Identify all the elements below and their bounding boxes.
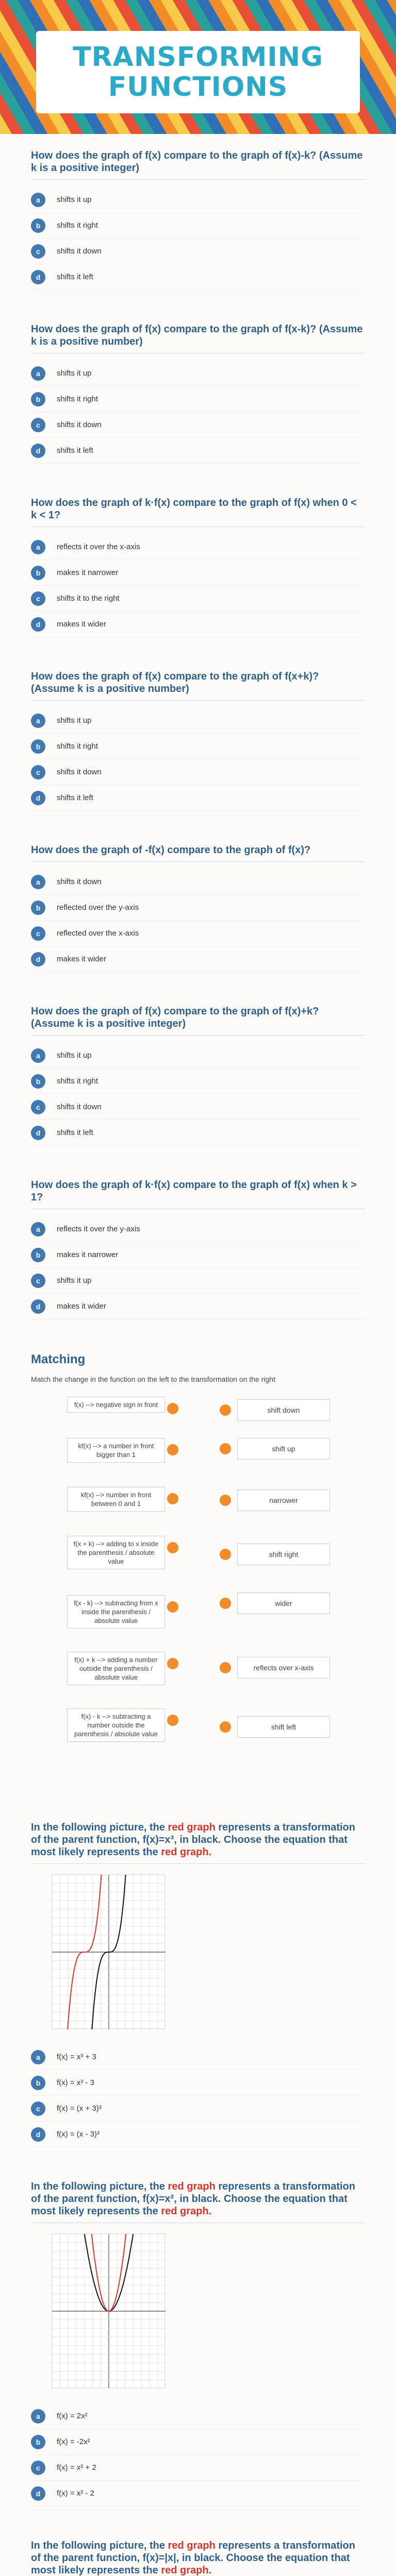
title-red-text: red graph	[168, 2540, 216, 2551]
option-letter: c	[31, 926, 45, 941]
question-title: How does the graph of -f(x) compare to the graph of f(x)?	[31, 844, 365, 862]
answer-option[interactable]	[31, 708, 365, 734]
answer-option[interactable]	[31, 2481, 365, 2506]
option-letter: d	[31, 2127, 45, 2142]
question-title: How does the graph of k·f(x) compare to the graph of f(x) when 0 < k < 1?	[31, 497, 365, 527]
match-right-item[interactable]: shift left	[237, 1716, 330, 1738]
match-left-item[interactable]: f(x + k) --> adding to x inside the parenthesis / absolute value	[67, 1536, 165, 1569]
option-text: makes it narrower	[57, 568, 119, 577]
match-connector-dot[interactable]	[167, 1658, 178, 1669]
title-text: represents a transformation of the parent function, f(x)=x³, in black. Choose the equation that most likely represents the	[31, 1822, 355, 1858]
answer-option[interactable]	[31, 239, 365, 264]
option-text: shifts it left	[57, 793, 93, 802]
answer-option[interactable]	[31, 2070, 365, 2096]
title-red-text: red graph.	[161, 2565, 212, 2576]
option-letter: c	[31, 2461, 45, 2475]
option-text: f(x) = x² - 2	[57, 2489, 94, 2498]
option-letter: c	[31, 244, 45, 259]
answer-option[interactable]	[31, 586, 365, 612]
title-text: In the following picture, the	[31, 2540, 168, 2551]
option-letter: d	[31, 791, 45, 805]
option-letter: a	[31, 714, 45, 728]
match-connector-dot[interactable]	[167, 1444, 178, 1455]
answer-option[interactable]	[31, 1094, 365, 1120]
option-text: reflects it over the y-axis	[57, 1225, 140, 1233]
graph-question	[31, 2539, 365, 2576]
option-letter: a	[31, 1048, 45, 1063]
question	[31, 670, 365, 811]
answer-option[interactable]	[31, 895, 365, 921]
option-text: f(x) = (x + 3)³	[57, 2104, 102, 2113]
answer-option[interactable]	[31, 734, 365, 759]
answer-option[interactable]	[31, 1268, 365, 1294]
title-card	[36, 31, 360, 113]
answer-option[interactable]	[31, 1294, 365, 1319]
answer-option[interactable]	[31, 2455, 365, 2481]
match-left-item[interactable]: f(x - k) --> subtracting from x inside the parenthesis / absolute value	[67, 1595, 165, 1629]
question-title	[31, 2180, 365, 2223]
option-letter: c	[31, 765, 45, 779]
function-graph	[52, 2233, 165, 2388]
option-letter: a	[31, 366, 45, 381]
title-red-text: red graph	[168, 1822, 216, 1833]
question	[31, 1179, 365, 1319]
option-letter: b	[31, 2435, 45, 2449]
title-text: represents a transformation of the parent function, f(x)=|x|, in black. Choose the equation that most likely represents the	[31, 2540, 355, 2576]
option-text: shifts it up	[57, 1051, 92, 1060]
option-letter: b	[31, 1074, 45, 1089]
graph-question	[31, 1821, 365, 2147]
option-text: reflected over the x-axis	[57, 929, 139, 938]
option-letter: c	[31, 418, 45, 432]
option-text: shifts it down	[57, 247, 102, 256]
match-connector-dot[interactable]	[220, 1598, 231, 1609]
question	[31, 323, 365, 464]
match-right-item[interactable]: shift up	[237, 1438, 330, 1460]
match-connector-dot[interactable]	[220, 1404, 231, 1416]
title-text: In the following picture, the	[31, 2181, 168, 2192]
match-connector-dot[interactable]	[167, 1715, 178, 1726]
answer-option[interactable]	[31, 2122, 365, 2147]
match-right-item[interactable]: shift right	[237, 1544, 330, 1565]
match-left-item[interactable]: f(x) --> negative sign in front	[67, 1397, 165, 1413]
option-letter: b	[31, 392, 45, 406]
match-connector-dot[interactable]	[220, 1495, 231, 1506]
match-connector-dot[interactable]	[220, 1721, 231, 1733]
option-text: shifts it up	[57, 369, 92, 378]
graph-svg	[52, 2234, 166, 2388]
question-title: How does the graph of f(x) compare to the graph of f(x-k)? (Assume k is a positive number)	[31, 323, 365, 353]
option-letter: d	[31, 444, 45, 458]
option-text: shifts it right	[57, 221, 98, 230]
match-left-item[interactable]: f(x) + k --> adding a number outside the parenthesis / absolute value	[67, 1652, 165, 1685]
answer-option[interactable]	[31, 534, 365, 560]
option-letter: a	[31, 193, 45, 207]
answer-option[interactable]	[31, 2429, 365, 2455]
question-title: How does the graph of k·f(x) compare to the graph of f(x) when k > 1?	[31, 1179, 365, 1209]
title-red-text: red graph.	[161, 1846, 212, 1858]
answer-option[interactable]	[31, 213, 365, 239]
question-title	[31, 1821, 365, 1864]
option-letter: a	[31, 540, 45, 554]
question-title: How does the graph of f(x) compare to the graph of f(x)-k? (Assume k is a positive integer)	[31, 149, 365, 180]
option-letter: a	[31, 2050, 45, 2064]
answer-option[interactable]	[31, 946, 365, 972]
option-letter: d	[31, 1299, 45, 1314]
option-letter: b	[31, 901, 45, 915]
answer-option[interactable]	[31, 386, 365, 412]
option-text: shifts it down	[57, 420, 102, 429]
option-letter: c	[31, 591, 45, 606]
option-letter: b	[31, 739, 45, 754]
option-letter: c	[31, 1274, 45, 1288]
match-connector-dot[interactable]	[167, 1601, 178, 1613]
option-text: shifts it down	[57, 768, 102, 776]
option-text: shifts it left	[57, 1128, 93, 1137]
match-right-item[interactable]: reflects over x-axis	[237, 1657, 330, 1679]
question	[31, 844, 365, 972]
option-text: reflected over the y-axis	[57, 903, 139, 912]
answer-option[interactable]	[31, 361, 365, 386]
option-text: f(x) = x³ + 3	[57, 2053, 96, 2061]
option-text: makes it wider	[57, 955, 106, 963]
option-text: f(x) = 2x²	[57, 2412, 88, 2420]
question-title: How does the graph of f(x) compare to the graph of f(x)+k? (Assume k is a positive integer)	[31, 1005, 365, 1036]
question	[31, 497, 365, 637]
option-text: makes it narrower	[57, 1250, 119, 1259]
content	[0, 134, 396, 2576]
page-title: TRANSFORMING FUNCTIONS	[73, 42, 323, 103]
question-title	[31, 2539, 365, 2576]
option-text: f(x) = -2x²	[57, 2437, 90, 2446]
option-letter: a	[31, 1222, 45, 1236]
option-text: shifts it down	[57, 1103, 102, 1111]
answer-option[interactable]	[31, 612, 365, 637]
matching-instructions: Match the change in the function on the left to the transformation on the right	[31, 1375, 275, 1383]
answer-option[interactable]	[31, 1043, 365, 1069]
option-letter: b	[31, 2076, 45, 2090]
option-text: f(x) = (x - 3)³	[57, 2130, 100, 2139]
match-left-item[interactable]: kf(x) --> number in front between 0 and 1	[67, 1487, 165, 1512]
answer-option[interactable]	[31, 869, 365, 895]
match-connector-dot[interactable]	[167, 1542, 178, 1553]
answer-option[interactable]	[31, 187, 365, 213]
option-text: makes it wider	[57, 1302, 106, 1311]
question-title: How does the graph of f(x) compare to the graph of f(x+k)? (Assume k is a positive number)	[31, 670, 365, 701]
title-red-text: red graph	[168, 2181, 216, 2192]
answer-option[interactable]	[31, 2096, 365, 2122]
title-text: In the following picture, the	[31, 1822, 168, 1833]
answer-option[interactable]	[31, 1120, 365, 1146]
option-text: makes it wider	[57, 620, 106, 629]
option-letter: d	[31, 270, 45, 284]
match-connector-dot[interactable]	[220, 1549, 231, 1560]
graph-question	[31, 2180, 365, 2506]
function-graph	[52, 1874, 165, 2029]
option-text: f(x) = x² + 2	[57, 2463, 96, 2472]
answer-option[interactable]	[31, 2403, 365, 2429]
option-letter: d	[31, 617, 45, 632]
option-letter: d	[31, 2486, 45, 2501]
match-right-item[interactable]: shift down	[237, 1399, 330, 1421]
option-text: shifts it up	[57, 1276, 92, 1285]
match-connector-dot[interactable]	[167, 1493, 178, 1504]
match-connector-dot[interactable]	[167, 1403, 178, 1414]
option-text: shifts it left	[57, 446, 93, 455]
match-right-item[interactable]: narrower	[237, 1489, 330, 1511]
matching-section	[31, 1352, 365, 1788]
option-letter: d	[31, 1126, 45, 1140]
match-left-item[interactable]: kf(x) --> a number in front bigger than 1	[67, 1438, 165, 1463]
header-banner	[0, 0, 396, 134]
answer-option[interactable]	[31, 1216, 365, 1242]
title-text: represents a transformation of the parent function, f(x)=x², in black. Choose the equation that most likely represents the	[31, 2181, 355, 2217]
option-letter: c	[31, 1100, 45, 1114]
answer-option[interactable]	[31, 438, 365, 464]
question	[31, 149, 365, 290]
answer-option[interactable]	[31, 560, 365, 586]
matching-title: Matching	[31, 1352, 86, 1366]
option-letter: b	[31, 1248, 45, 1262]
option-text: shifts it right	[57, 395, 98, 403]
option-text: shifts it up	[57, 195, 92, 204]
answer-option[interactable]	[31, 785, 365, 811]
option-letter: a	[31, 2409, 45, 2424]
match-connector-dot[interactable]	[220, 1443, 231, 1454]
question	[31, 1005, 365, 1146]
option-letter: b	[31, 218, 45, 233]
answer-option[interactable]	[31, 264, 365, 290]
option-text: f(x) = x³ - 3	[57, 2078, 94, 2087]
match-connector-dot[interactable]	[220, 1662, 231, 1673]
matching-grid	[31, 1397, 365, 1788]
graph-svg	[52, 1875, 166, 2029]
match-left-item[interactable]: f(x) - k --> subtracting a number outside the parenthesis / absolute value	[67, 1708, 165, 1742]
option-text: shifts it right	[57, 1077, 98, 1086]
option-text: shifts it right	[57, 742, 98, 751]
answer-option[interactable]	[31, 921, 365, 946]
option-text: shifts it down	[57, 877, 102, 886]
option-text: shifts it left	[57, 273, 93, 281]
option-text: shifts it up	[57, 716, 92, 725]
option-letter: d	[31, 952, 45, 967]
option-letter: a	[31, 875, 45, 889]
answer-option[interactable]	[31, 1242, 365, 1268]
title-red-text: red graph.	[161, 2206, 212, 2217]
option-letter: c	[31, 2102, 45, 2116]
option-text: reflects it over the x-axis	[57, 543, 140, 551]
option-letter: b	[31, 566, 45, 580]
answer-option[interactable]	[31, 412, 365, 438]
answer-option[interactable]	[31, 1069, 365, 1094]
answer-option[interactable]	[31, 2044, 365, 2070]
match-right-item[interactable]: wider	[237, 1592, 330, 1614]
option-text: shifts it to the right	[57, 594, 120, 603]
answer-option[interactable]	[31, 759, 365, 785]
